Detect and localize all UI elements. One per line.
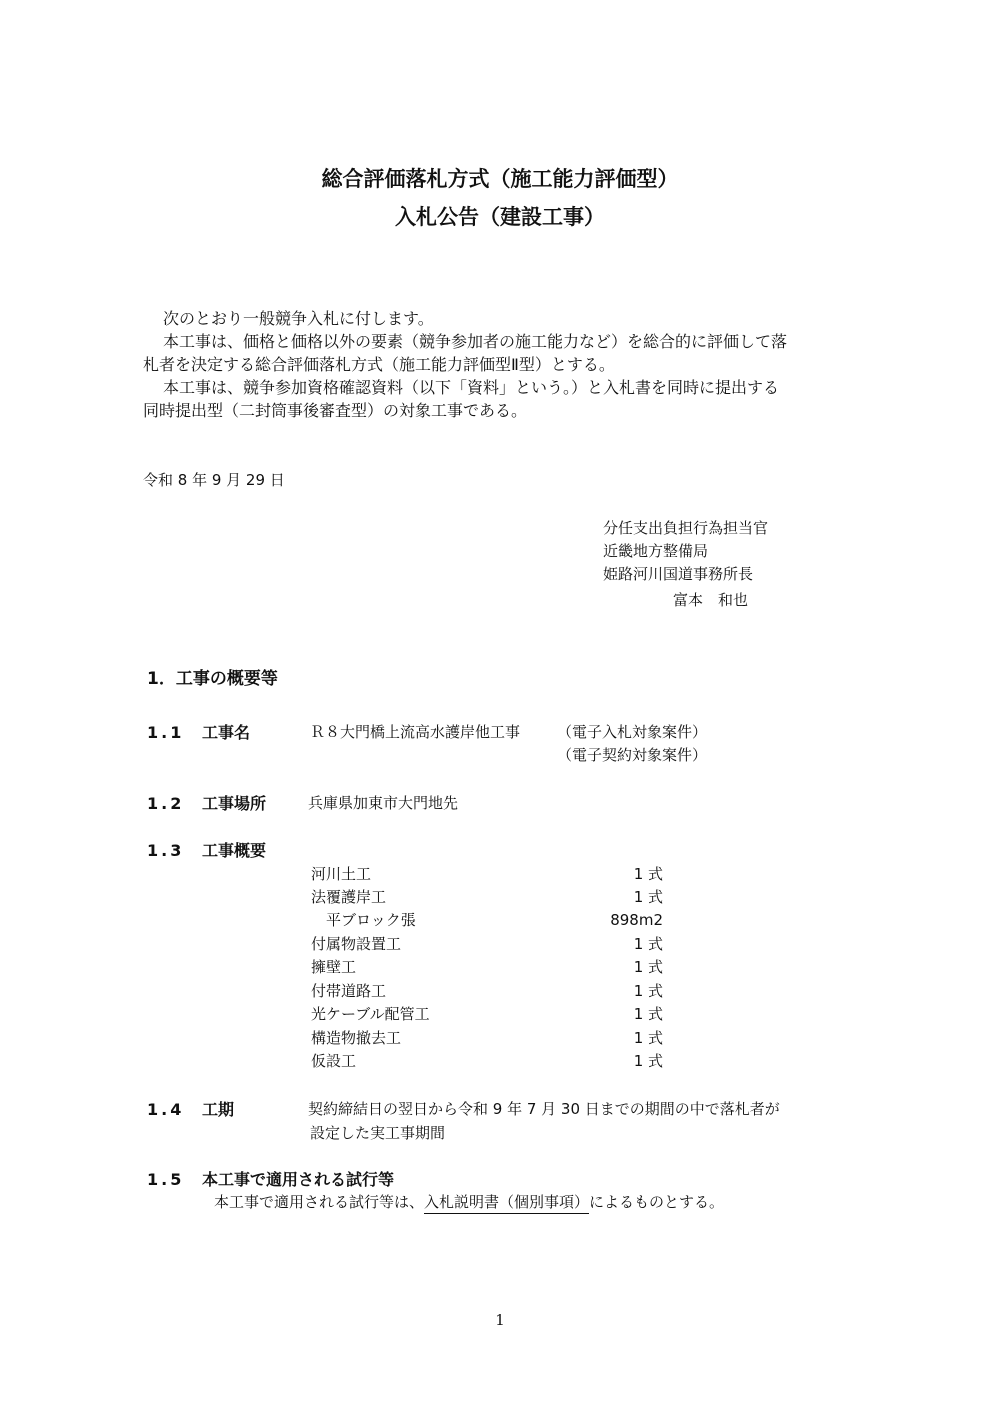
work-item-name: 構造物撤去工: [311, 1029, 402, 1047]
section-1-1-number: 1.1: [147, 723, 185, 742]
work-item-name: 付帯道路工: [311, 982, 387, 1000]
work-item-qty: 1 式: [633, 958, 663, 976]
document-subtitle: 入札公告（建設工事）: [395, 205, 605, 229]
intro-line-5: 同時提出型（二封筒事後審査型）の対象工事である。: [143, 401, 528, 420]
work-item-name: 河川土工: [311, 865, 372, 883]
work-item-name: 法覆護岸工: [311, 888, 387, 906]
intro-line-1: 次のとおり一般競争入札に付します。: [163, 309, 434, 328]
construction-period: 契約締結日の翌日から令和 9 年 7 月 30 日までの期間の中で落札者が: [308, 1100, 780, 1118]
work-item-name: 仮設工: [311, 1052, 357, 1070]
issuer-office: 姫路河川国道事務所長: [603, 565, 754, 583]
section-1-2-number: 1.2: [147, 794, 185, 813]
trial-text-before: 本工事で適用される試行等は、: [214, 1193, 425, 1211]
work-item-qty: 1 式: [633, 1005, 663, 1023]
work-item-qty: 1 式: [633, 1052, 663, 1070]
section-1-5-number: 1.5: [147, 1170, 185, 1189]
section-1-4-number: 1.4: [147, 1100, 185, 1119]
work-item-name: 光ケーブル配管工: [311, 1005, 430, 1023]
work-item-qty: 1 式: [633, 935, 663, 953]
section-1-1-label: 工事名: [202, 723, 251, 742]
work-item-qty: 1 式: [633, 865, 663, 883]
section-1-2-label: 工事場所: [202, 794, 267, 813]
construction-name: Ｒ８大門橋上流高水護岸他工事: [310, 723, 521, 741]
section-1-heading: 1．工事の概要等: [147, 669, 278, 689]
work-item-qty: 1 式: [633, 888, 663, 906]
work-item-name: 付属物設置工: [311, 935, 402, 953]
intro-line-4: 本工事は、競争参加資格確認資料（以下「資料」という。）と入札書を同時に提出する: [163, 378, 780, 397]
notice-date: 令和 8 年 9 月 29 日: [143, 471, 285, 489]
e-bidding-note: （電子入札対象案件）: [557, 723, 708, 741]
intro-line-3: 札者を決定する総合評価落札方式（施工能力評価型Ⅱ型）とする。: [143, 355, 615, 374]
intro-line-2: 本工事は、価格と価格以外の要素（競争参加者の施工能力など）を総合的に評価して落: [163, 332, 788, 351]
construction-period-cont: 設定した実工事期間: [310, 1124, 446, 1142]
work-item-name: 擁壁工: [311, 958, 357, 976]
section-1-4-label: 工期: [202, 1100, 235, 1119]
bid-explanation-link[interactable]: 入札説明書（個別事項）: [424, 1193, 589, 1214]
page-number: 1: [495, 1311, 505, 1329]
trial-statement: [214, 1195, 724, 1210]
e-contract-note: （電子契約対象案件）: [557, 746, 708, 764]
section-1-3-label: 工事概要: [202, 841, 267, 860]
work-item-qty: 898m2: [610, 911, 663, 929]
construction-location: 兵庫県加東市大門地先: [308, 794, 459, 812]
work-item-qty: 1 式: [633, 1029, 663, 1047]
work-item-name: 平ブロック張: [311, 911, 416, 929]
issuer-title: 分任支出負担行為担当官: [603, 519, 769, 537]
trial-text-after: によるものとする。: [589, 1193, 725, 1211]
document-title: 総合評価落札方式（施工能力評価型）: [321, 167, 679, 191]
section-1-5-label: 本工事で適用される試行等: [202, 1170, 395, 1189]
issuer-bureau: 近畿地方整備局: [603, 542, 709, 560]
section-1-3-number: 1.3: [147, 841, 185, 860]
work-item-qty: 1 式: [633, 982, 663, 1000]
issuer-name: 富本 和也: [673, 591, 749, 609]
